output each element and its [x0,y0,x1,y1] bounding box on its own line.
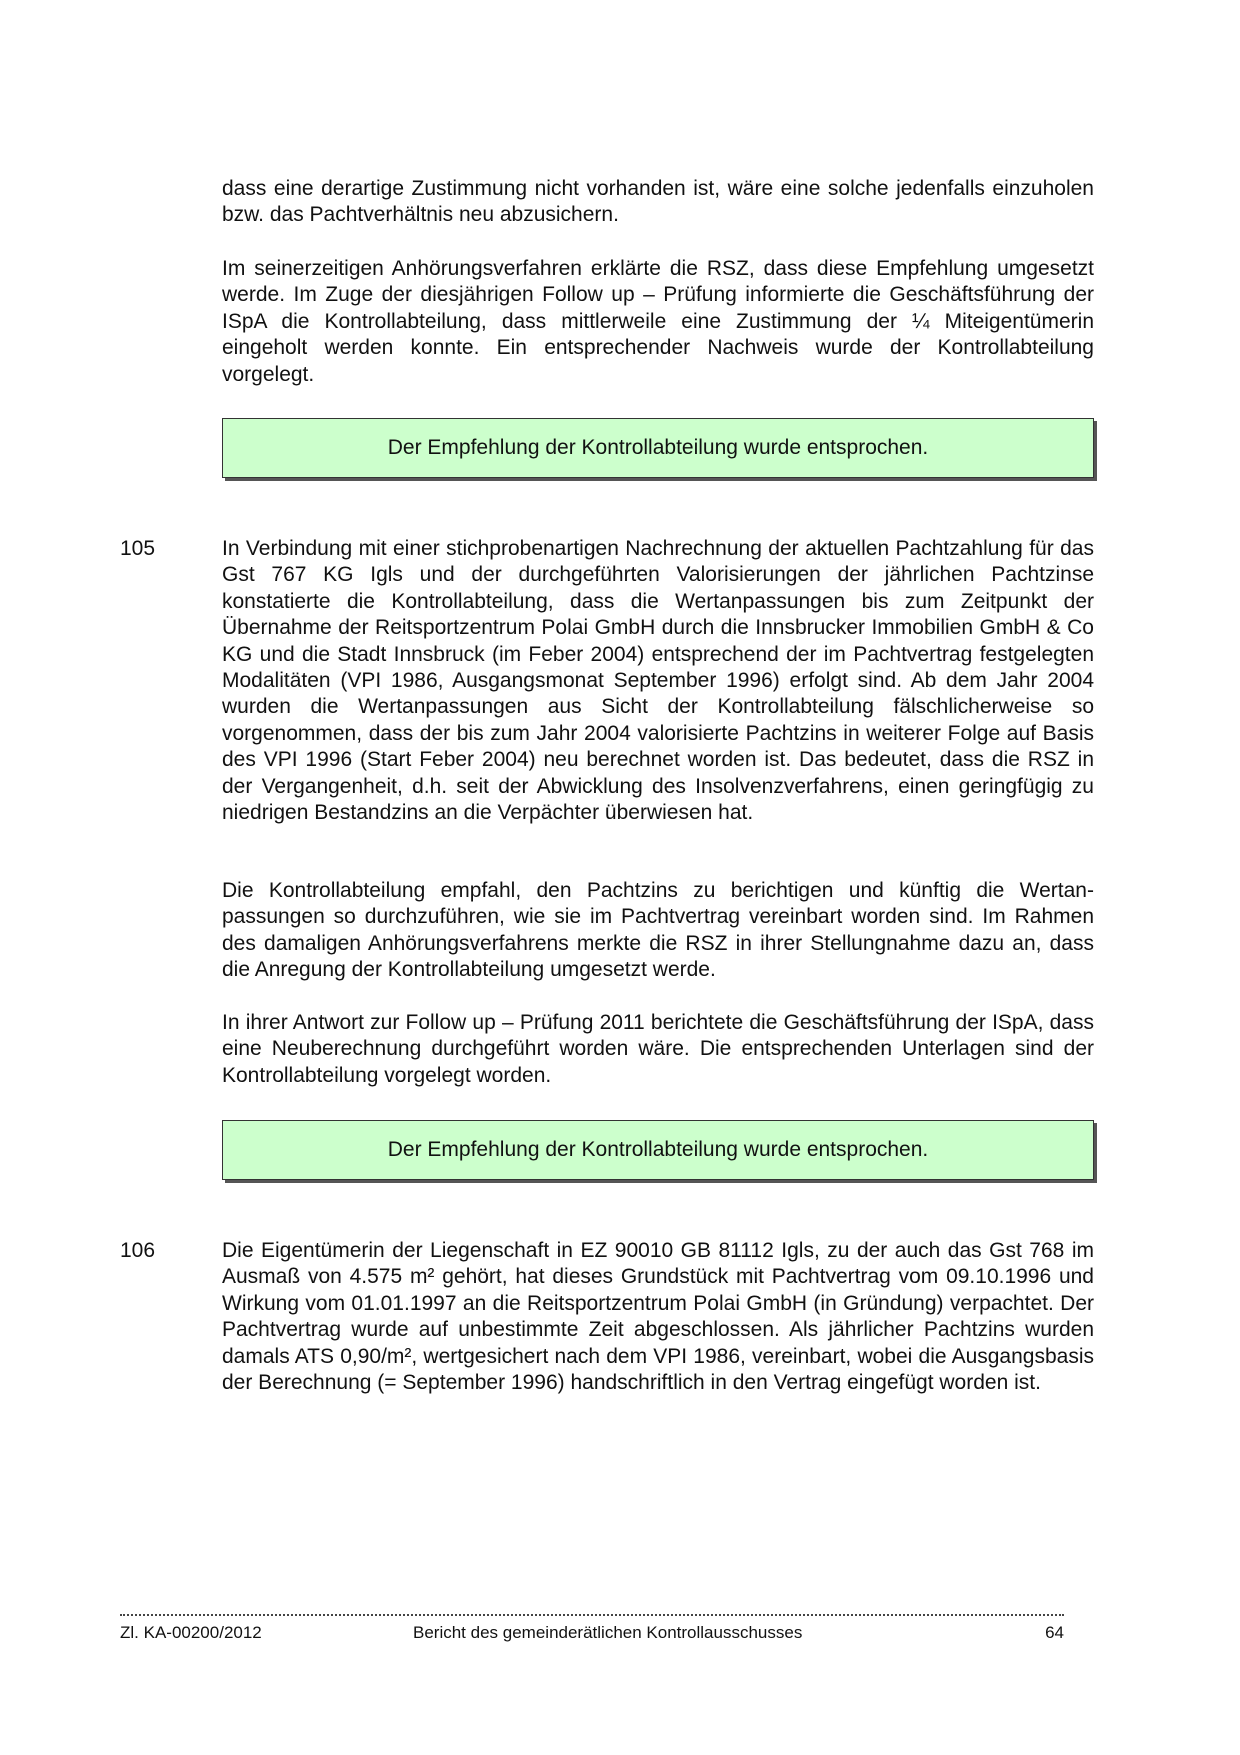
footer-reference: Zl. KA-00200/2012 [120,1623,262,1642]
paragraph-finding: In Verbindung mit einer stichprobenartigen Nachrechnung der aktuellen Pachtzahlung für das Gst 767 KG Igls und der durchgeführten Valorisierungen der jährlichen Pachtzinse konstatierte die Kontrollabteilung, dass die Wertanpassungen bis zum Zeitpunkt der Übernahme der Reitsportzentrum Polai GmbH durch die Innsbrucker Immobilien GmbH & Co KG und die Stadt Innsbruck (im Feber 2004) entsprechend der im Pachtvertrag festgelegten Modalitäten (VPI 1986, Ausgangsmonat September 1996) erfolgt sind. Ab dem Jahr 2004 wurden die Wertanpassungen aus Sicht der Kontrollabteilung fälschlicherweise so vorgenommen, dass der bis zum Jahr 2004 valorisierte Pachtzins in weiterer Folge auf Basis des VPI 1996 (Start Feber 2004) neu berechnet worden ist. Das bedeutet, dass die RSZ in der Vergangenheit, d.h. seit der Abwicklung des Insolvenzverfahrens, einen geringfügig zu niedrigen Bestandzins an die Verpächter überwiesen hat. [222,537,1094,825]
result-notice-box [222,418,1094,478]
result-notice-text: Der Empfehlung der Kontrollabteilung wurde entsprochen. [387,436,929,459]
result-notice-text: Der Empfehlung der Kontrollabteilung wurde entsprochen. [387,1138,929,1161]
paragraph-number: 105 [120,537,156,560]
paragraph-continuation: dass eine derartige Zustimmung nicht vorhanden ist, wäre eine solche jedenfalls einzuholen bzw. das Pachtverhältnis neu abzusichern. [222,177,1094,227]
result-notice-box [222,1120,1094,1180]
paragraph-recommendation: Die Kontrollabteilung empfahl, den Pachtzins zu berichtigen und künftig die Wertanpassungen so durchzuführen, wie sie im Pachtvertrag vereinbart worden sind. Im Rahmen des damaligen Anhörungsverfahrens merkte die RSZ in ihrer Stellungnahme dazu an, dass die Anregung der Kontrollabteilung umgesetzt werde. [222,879,1094,982]
paragraph-response: Im seinerzeitigen Anhörungsverfahren erklärte die RSZ, dass diese Empfehlung umgesetzt werde. Im Zuge der diesjährigen Follow up – Prüfung informierte die Geschäftsführung der ISpA die Kontrollabteilung, dass mittlerweile eine Zustimmung der ¼ Miteigentümerin eingeholt werden konnte. Ein entsprechender Nachweis wurde der Kontrollabteilung vorgelegt. [222,257,1094,386]
footer-divider [120,1614,1064,1616]
paragraph-property: Die Eigentümerin der Liegenschaft in EZ 90010 GB 81112 Igls, zu der auch das Gst 768 im Ausmaß von 4.575 m² gehört, hat dieses Grundstück mit Pachtvertrag vom 09.10.1996 und Wirkung vom 01.01.1997 an die Reitsportzentrum Polai GmbH (in Gründung) verpachtet. Der Pachtvertrag wurde auf unbestimmte Zeit abgeschlossen. Als jährlicher Pachtzins wurden damals ATS 0,90/m², wertgesichert nach dem VPI 1986, vereinbart, wobei die Ausgangsbasis der Berechnung (= September 1996) handschriftlich in den Vertrag eingefügt worden ist. [222,1239,1094,1395]
paragraph-followup: In ihrer Antwort zur Follow up – Prüfung 2011 berichtete die Geschäftsführung der ISpA, dass eine Neuberechnung durchgeführt worden wäre. Die entsprechenden Unterlagen sind der Kontrollabteilung vorgelegt worden. [222,1011,1094,1087]
footer-title: Bericht des gemeinderätlichen Kontrollausschusses [413,1623,803,1642]
page-footer [120,1623,1064,1647]
paragraph-number: 106 [120,1239,156,1262]
footer-page-number: 64 [1045,1623,1064,1642]
